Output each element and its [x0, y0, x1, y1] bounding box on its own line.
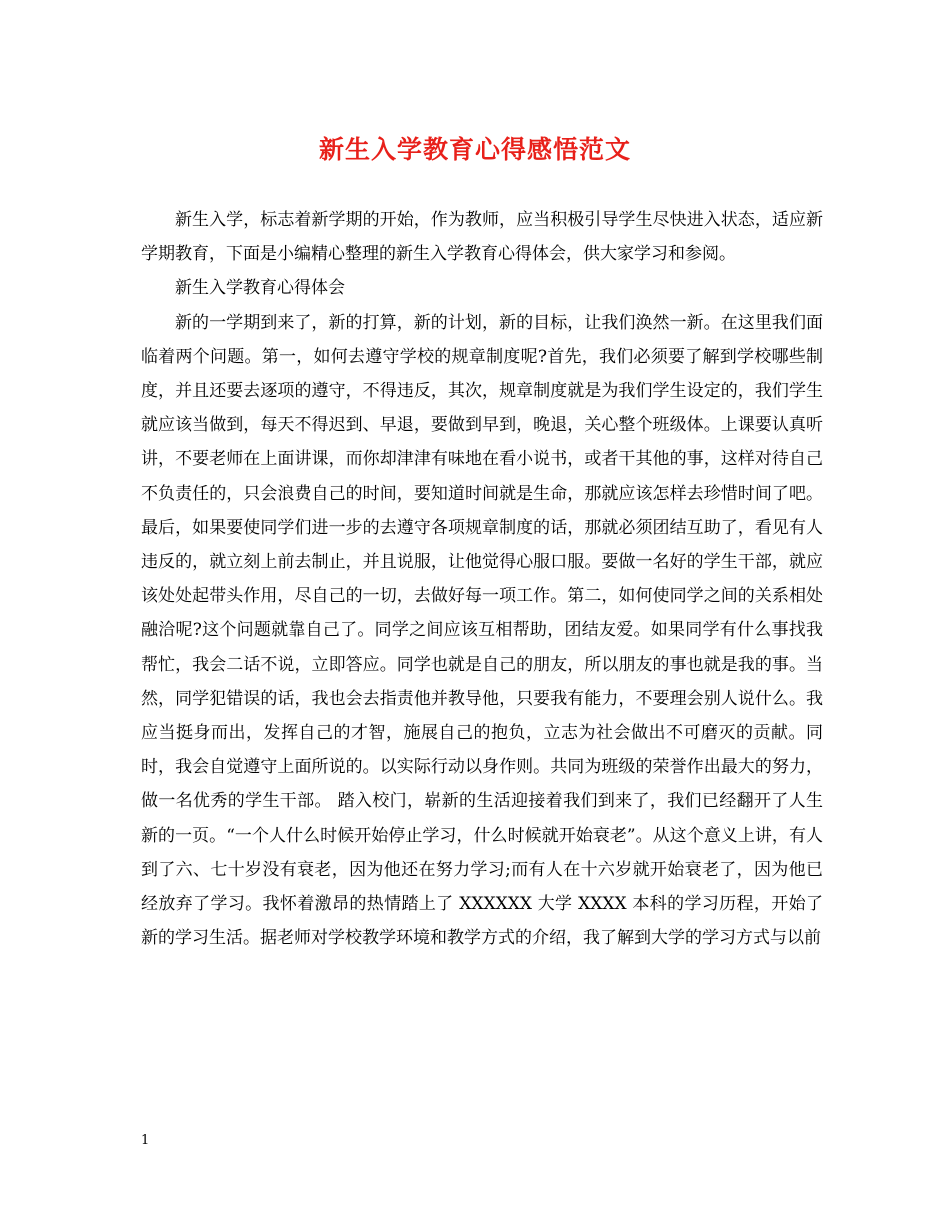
page-number: 1	[141, 1133, 150, 1148]
body-paragraph: 新的一学期到来了，新的打算，新的计划，新的目标，让我们涣然一新。在这里我们面临着两个问题。第一，如何去遵守学校的规章制度呢?首先，我们必须要了解到学校哪些制度，并且还要去逐项的遵守，不得违反，其次，规章制度就是为我们学生设定的，我们学生就应该当做到，每天不得迟到、早退，要做到早到，晚退，关心整个班级体。上课要认真听讲，不要老师在上面讲课，而你却津津有味地在看小说书，或者干其他的事，这样对待自己不负责任的，只会浪费自己的时间，要知道时间就是生命，那就应该怎样去珍惜时间了吧。最后，如果要使同学们进一步的去遵守各项规章制度的话，那就必须团结互助了，看见有人违反的，就立刻上前去制止，并且说服，让他觉得心服口服。要做一名好的学生干部，就应该处处起带头作用，尽自己的一切，去做好每一项工作。第二，如何使同学之间的关系相处融洽呢?这个问题就靠自己了。同学之间应该互相帮助，团结友爱。如果同学有什么事找我帮忙，我会二话不说，立即答应。同学也就是自己的朋友，所以朋友的事也就是我的事。当然，同学犯错误的话，我也会去指责他并教导他，只要我有能力，不要理会别人说什么。我应当挺身而出，发挥自己的才智，施展自己的抱负，立志为社会做出不可磨灭的贡献。同时，我会自觉遵守上面所说的。以实际行动以身作则。共同为班级的荣誉作出最大的努力，做一名优秀的学生干部。 踏入校门，崭新的生活迎接着我们到来了，我们已经翻开了人生新的一页。“一个人什么时候开始停止学习，什么时候就开始衰老”。从这个意义上讲，有人到了六、七十岁没有衰老，因为他还在努力学习;而有人在十六岁就开始衰老了，因为他已经放弃了学习。我怀着激昂的热情踏上了 XXXXXX 大学 XXXX 本科的学习历程，开始了新的学习生活。据老师对学校教学环境和教学方式的介绍，我了解到大学的学习方式与以前	[141, 312, 823, 949]
intro-paragraph: 新生入学，标志着新学期的开始，作为教师，应当积极引导学生尽快进入状态，适应新学期教育，下面是小编精心整理的新生入学教育心得体会，供大家学习和参阅。	[141, 210, 823, 265]
document-body	[141, 203, 823, 955]
document-title: 新生入学教育心得感悟范文	[318, 135, 631, 164]
section-heading: 新生入学教育心得体会	[175, 278, 345, 299]
